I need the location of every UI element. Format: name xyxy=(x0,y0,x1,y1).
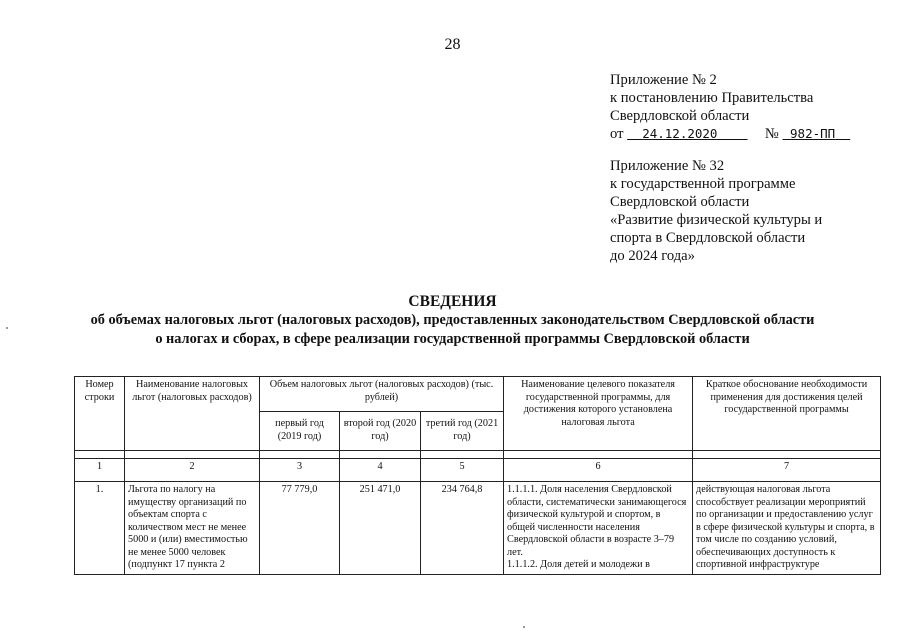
row-number: 1. xyxy=(75,482,125,575)
indicator-item: 1.1.1.2. Доля детей и молодежи в xyxy=(507,559,650,570)
scan-speck xyxy=(523,626,525,628)
value-year1: 77 779,0 xyxy=(260,482,340,575)
header-row-number: Номер строки xyxy=(75,377,125,451)
document-title xyxy=(0,292,905,349)
decree-number: 982-ПП xyxy=(790,126,836,141)
title-heading: СВЕДЕНИЯ xyxy=(408,293,497,310)
header-benefit-name: Наименование налоговых льгот (налоговых расходов) xyxy=(125,377,260,451)
number-label: № xyxy=(764,126,779,142)
header-volume: Объем налоговых льгот (налоговых расходов) (тыс. рублей) xyxy=(260,377,504,412)
column-number: 2 xyxy=(125,459,260,482)
header-year1: первый год (2019 год) xyxy=(260,412,340,451)
appendix-2-line2: к постановлению Правительства xyxy=(610,90,814,106)
header-indicator: Наименование целевого показателя государственной программы, для достижения которого установлена налоговая льгота xyxy=(504,377,693,451)
appendix-32-line5: спорта в Свердловской области xyxy=(610,230,806,246)
table-row xyxy=(75,482,881,575)
appendix-32-line3: Свердловской области xyxy=(610,194,750,210)
decree-date: 24.12.2020 xyxy=(642,126,718,141)
header-year3: третий год (2021 год) xyxy=(421,412,504,451)
appendix-2-line3: Свердловской области xyxy=(610,108,750,124)
appendix-2-line1: Приложение № 2 xyxy=(610,72,717,88)
separator-row xyxy=(75,451,881,459)
column-number: 7 xyxy=(693,459,881,482)
title-line1: об объемах налоговых льгот (налоговых расходов), предоставленных законодательством Свердловской области xyxy=(90,312,815,328)
appendix-32-line6: до 2024 года» xyxy=(610,248,695,264)
tax-benefits-table xyxy=(74,376,881,575)
header-row xyxy=(75,377,881,412)
appendix-32-line2: к государственной программе xyxy=(610,176,796,192)
appendix-32-line1: Приложение № 32 xyxy=(610,158,725,174)
indicator-item: 1.1.1.1. Доля населения Свердловской области, систематически занимающегося физической культурой и спортом, в общей численности населения Свердловской области в возрасте 3–79 лет. xyxy=(507,484,687,558)
justification: действующая налоговая льгота способствует реализации мероприятий по организации и предоставлению услуг в сфере физической культуры и спорта, в том числе по созданию условий, обеспечивающих доступность к спортивной инфраструктуре xyxy=(693,482,881,575)
column-number: 4 xyxy=(340,459,421,482)
column-number: 6 xyxy=(504,459,693,482)
from-label: от xyxy=(610,126,624,142)
header-year2: второй год (2020 год) xyxy=(340,412,421,451)
column-number: 3 xyxy=(260,459,340,482)
target-indicator xyxy=(504,482,693,575)
column-number: 1 xyxy=(75,459,125,482)
value-year2: 251 471,0 xyxy=(340,482,421,575)
column-number: 5 xyxy=(421,459,504,482)
benefit-name: Льгота по налогу на имуществу организаций по объектам спорта с количеством мест не менее 5000 и (или) вместимостью не менее 5000 человек (подпункт 17 пункта 2 xyxy=(125,482,260,575)
appendix-32-block xyxy=(610,157,822,265)
column-number-row xyxy=(75,459,881,482)
appendix-32-line4: «Развитие физической культуры и xyxy=(610,212,823,228)
value-year3: 234 764,8 xyxy=(421,482,504,575)
page-number: 28 xyxy=(444,36,461,53)
title-line2: о налогах и сборах, в сфере реализации государственной программы Свердловской области xyxy=(155,331,750,347)
scan-speck xyxy=(6,327,8,329)
header-justification: Краткое обоснование необходимости применения для достижения целей государственной программы xyxy=(693,377,881,451)
appendix-2-block xyxy=(610,71,850,143)
appendix-2-date-line xyxy=(610,125,850,143)
